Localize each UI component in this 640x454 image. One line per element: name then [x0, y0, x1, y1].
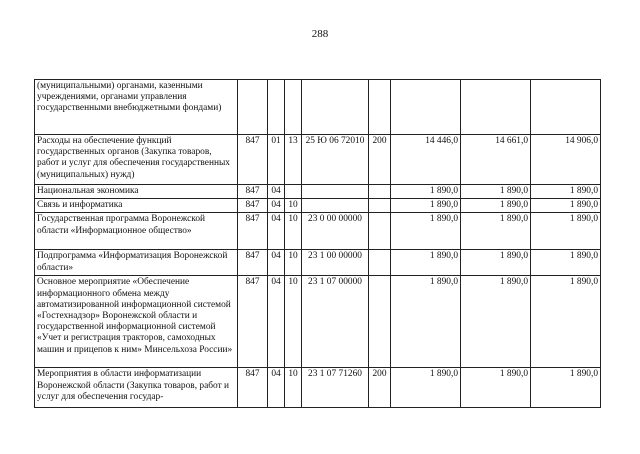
- cell-amount-year-3: 1 890,0: [531, 276, 601, 368]
- cell-ministry-code: 847: [238, 185, 268, 199]
- cell-target-article: [302, 80, 369, 135]
- cell-amount-year-1: 1 890,0: [391, 276, 461, 368]
- cell-amount-year-1: 14 446,0: [391, 135, 461, 185]
- cell-amount-year-1: 1 890,0: [391, 368, 461, 408]
- cell-ministry-code: [238, 80, 268, 135]
- cell-ministry-code: 847: [238, 213, 268, 250]
- cell-amount-year-2: 1 890,0: [461, 199, 531, 213]
- cell-amount-year-1: 1 890,0: [391, 213, 461, 250]
- cell-subsection: 10: [285, 276, 302, 368]
- cell-amount-year-2: 1 890,0: [461, 250, 531, 276]
- cell-section: 01: [268, 135, 285, 185]
- cell-section: 04: [268, 276, 285, 368]
- cell-amount-year-3: 1 890,0: [531, 368, 601, 408]
- cell-expense-type: [369, 80, 391, 135]
- cell-target-article: 25 Ю 06 72010: [302, 135, 369, 185]
- cell-amount-year-1: 1 890,0: [391, 185, 461, 199]
- cell-ministry-code: 847: [238, 368, 268, 408]
- table-row: [35, 80, 601, 135]
- cell-expense-type: 200: [369, 135, 391, 185]
- cell-amount-year-3: [531, 80, 601, 135]
- table-body: [35, 80, 601, 408]
- page-number: 288: [311, 28, 329, 40]
- cell-target-article: [302, 185, 369, 199]
- table-row: [35, 250, 601, 276]
- cell-amount-year-1: 1 890,0: [391, 199, 461, 213]
- cell-name: Основное мероприятие «Обеспечение информационного обмена между автоматизированной информационной системой «Гостехнадзор» Воронежской области и государственной информационной системой «Учет и регистрация тракторов, самоходных машин и прицепов к ним» Минсельхоза России»: [35, 276, 238, 368]
- cell-target-article: 23 1 00 00000: [302, 250, 369, 276]
- budget-table: [34, 79, 601, 408]
- cell-section: 04: [268, 185, 285, 199]
- cell-amount-year-2: 1 890,0: [461, 213, 531, 250]
- table-row: [35, 276, 601, 368]
- cell-amount-year-3: 1 890,0: [531, 250, 601, 276]
- cell-subsection: 13: [285, 135, 302, 185]
- table-row: [35, 185, 601, 199]
- cell-amount-year-3: 14 906,0: [531, 135, 601, 185]
- cell-amount-year-1: 1 890,0: [391, 250, 461, 276]
- cell-target-article: 23 1 07 71260: [302, 368, 369, 408]
- cell-name: Расходы на обеспечение функций государственных органов (Закупка товаров, работ и услуг для обеспечения государственных (муниципальных) нужд): [35, 135, 238, 185]
- cell-amount-year-2: 1 890,0: [461, 276, 531, 368]
- cell-ministry-code: 847: [238, 250, 268, 276]
- cell-amount-year-2: 1 890,0: [461, 185, 531, 199]
- table-row: [35, 135, 601, 185]
- cell-subsection: 10: [285, 250, 302, 276]
- cell-subsection: 10: [285, 368, 302, 408]
- cell-name: Подпрограмма «Информатизация Воронежской области»: [35, 250, 238, 276]
- table-row: [35, 213, 601, 250]
- cell-ministry-code: 847: [238, 199, 268, 213]
- cell-section: 04: [268, 368, 285, 408]
- cell-expense-type: [369, 185, 391, 199]
- cell-name: Национальная экономика: [35, 185, 238, 199]
- cell-ministry-code: 847: [238, 276, 268, 368]
- cell-expense-type: 200: [369, 368, 391, 408]
- cell-section: 04: [268, 250, 285, 276]
- cell-expense-type: [369, 213, 391, 250]
- cell-target-article: 23 0 00 00000: [302, 213, 369, 250]
- cell-name: Связь и информатика: [35, 199, 238, 213]
- cell-name: Мероприятия в области информатизации Воронежской области (Закупка товаров, работ и услуг для обеспечения государ-: [35, 368, 238, 408]
- cell-subsection: 10: [285, 199, 302, 213]
- table-row: [35, 368, 601, 408]
- cell-expense-type: [369, 250, 391, 276]
- cell-target-article: [302, 199, 369, 213]
- cell-section: 04: [268, 199, 285, 213]
- cell-subsection: 10: [285, 213, 302, 250]
- cell-name: (муниципальными) органами, казенными учреждениями, органами управления государственными внебюджетными фондами): [35, 80, 238, 135]
- cell-expense-type: [369, 199, 391, 213]
- table-row: [35, 199, 601, 213]
- cell-target-article: 23 1 07 00000: [302, 276, 369, 368]
- cell-expense-type: [369, 276, 391, 368]
- cell-section: [268, 80, 285, 135]
- cell-amount-year-2: 14 661,0: [461, 135, 531, 185]
- cell-subsection: [285, 185, 302, 199]
- cell-amount-year-2: [461, 80, 531, 135]
- cell-amount-year-1: [391, 80, 461, 135]
- cell-amount-year-3: 1 890,0: [531, 213, 601, 250]
- cell-ministry-code: 847: [238, 135, 268, 185]
- cell-amount-year-3: 1 890,0: [531, 199, 601, 213]
- cell-subsection: [285, 80, 302, 135]
- cell-name: Государственная программа Воронежской области «Информационное общество»: [35, 213, 238, 250]
- cell-amount-year-3: 1 890,0: [531, 185, 601, 199]
- cell-section: 04: [268, 213, 285, 250]
- cell-amount-year-2: 1 890,0: [461, 368, 531, 408]
